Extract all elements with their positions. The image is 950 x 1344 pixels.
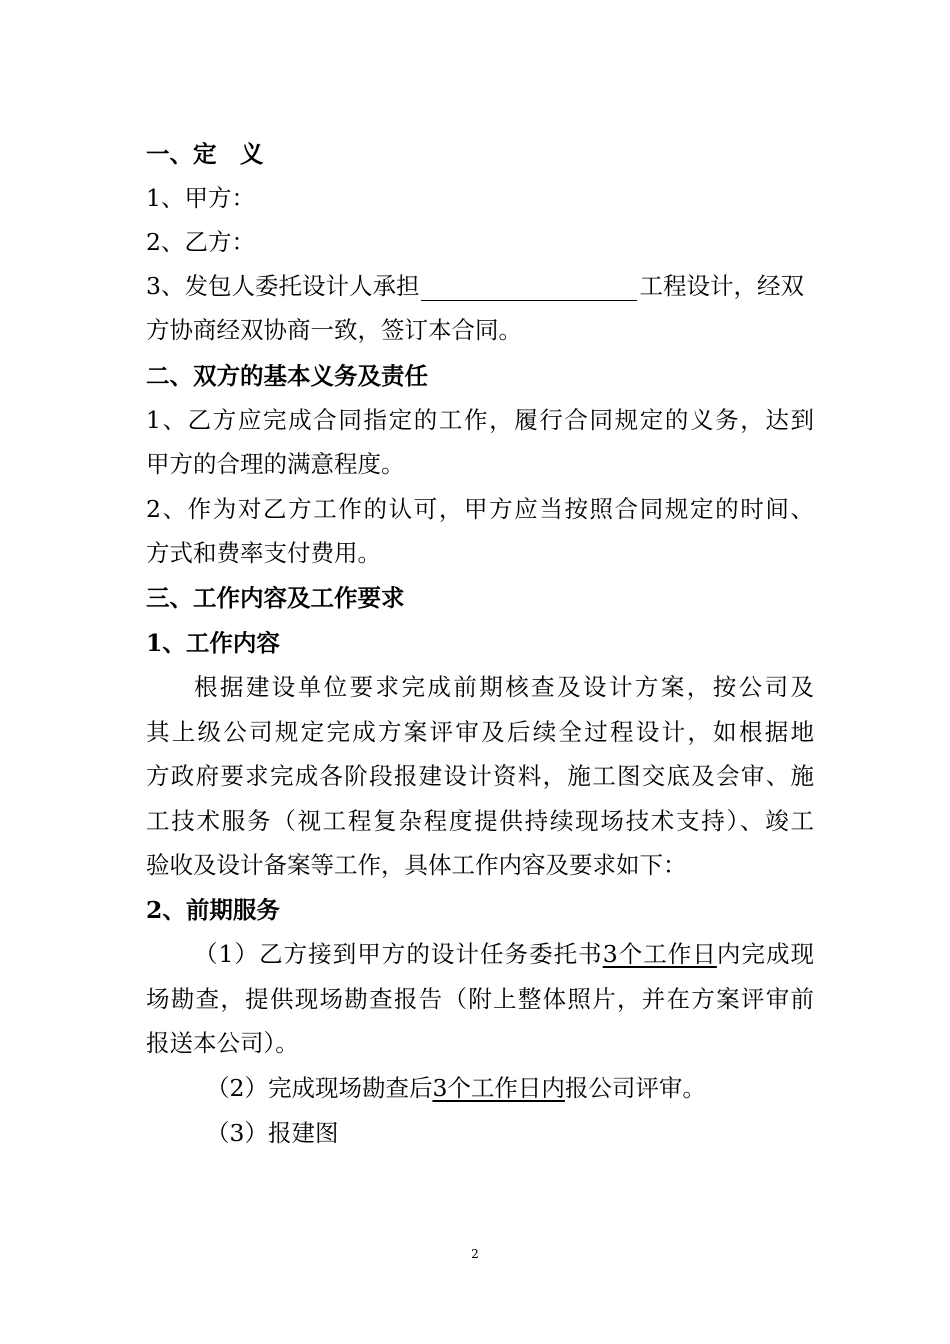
section2-item1-line2: 甲方的合理的满意程度。 [146,450,405,478]
service-item1-line3: 报送本公司）。 [146,1029,299,1057]
service-item1-line2: 场勘查，提供现场勘查报告（附上整体照片，并在方案评审前 [146,985,814,1013]
work-content-line5: 验收及设计备案等工作，具体工作内容及要求如下： [146,851,687,879]
page-number: 2 [471,1247,479,1261]
work-content-line3: 方政府要求完成各阶段报建设计资料，施工图交底及会审、施 [146,762,814,790]
section2-heading: 二、双方的基本义务及责任 [146,362,428,390]
item3-suffix: 工程设计，经双 [639,272,804,300]
preliminary-service-heading: 2、前期服务 [146,896,280,924]
service-item1-suffix: 内完成现 [716,940,815,968]
party-b-line: 2、乙方： [146,228,255,256]
service-item2-prefix: （2）完成现场勘查后 [206,1074,433,1102]
item3-prefix: 3、发包人委托设计人承担 [146,272,420,300]
section2-item2-line2: 方式和费率支付费用。 [146,539,381,567]
item3-line2: 方协商经双协商一致，签订本合同。 [146,316,522,344]
work-content-line2: 其上级公司规定完成方案评审及后续全过程设计，如根据地 [146,718,814,746]
service-item2 [206,1073,814,1103]
section2-item1-line1: 1、乙方应完成合同指定的工作，履行合同规定的义务，达到 [146,406,814,434]
work-content-line4: 工技术服务（视工程复杂程度提供持续现场技术支持）、竣工 [146,807,814,835]
service-item1-prefix: （1）乙方接到甲方的设计任务委托书 [194,940,603,968]
service-item3: （3）报建图 [206,1119,339,1147]
section3-heading: 三、工作内容及工作要求 [146,584,405,612]
party-a-line: 1、甲方： [146,184,255,212]
work-content-line1: 根据建设单位要求完成前期核查及设计方案，按公司及 [194,673,814,701]
section1-heading: 一、定 义 [146,140,264,168]
service-item1-deadline: 3个工作日 [602,940,717,968]
service-item2-deadline: 3个工作日内 [432,1074,565,1102]
item3-line1 [146,271,814,301]
work-content-heading: 1、工作内容 [146,629,280,657]
service-item1-line1 [194,939,814,969]
section2-item2-line1: 2、作为对乙方工作的认可，甲方应当按照合同规定的时间、 [146,495,814,523]
project-name-blank [421,278,637,301]
service-item2-suffix: 报公司评审。 [564,1074,706,1102]
